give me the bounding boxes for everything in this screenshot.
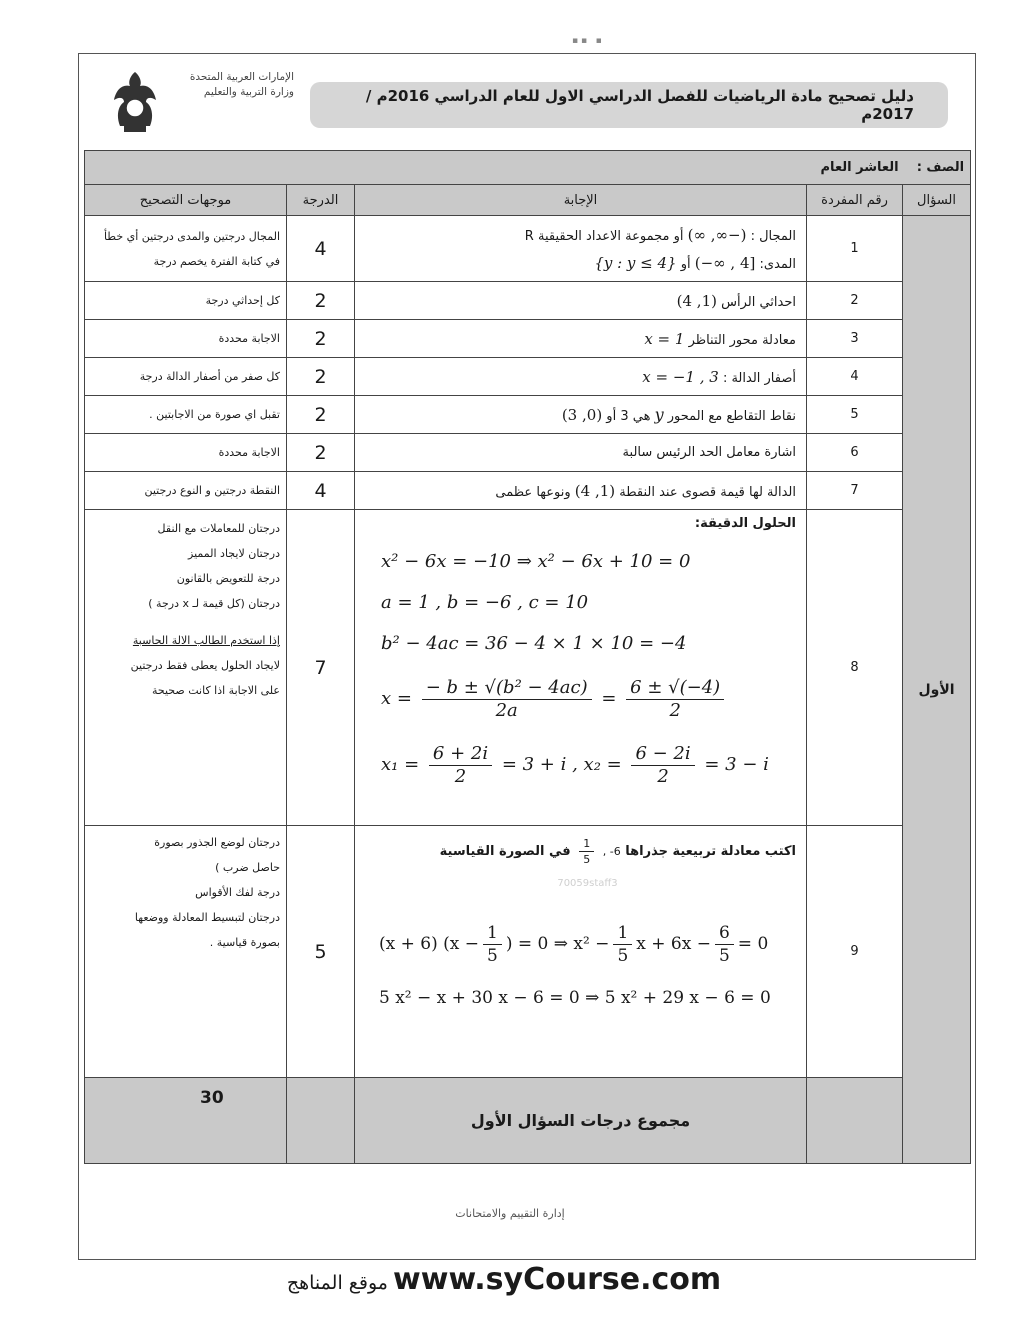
guide-line: إذا استخدم الطالب الالة الحاسبة — [132, 634, 280, 647]
answer-cell — [355, 396, 807, 434]
answer-cell — [355, 510, 807, 826]
guide-line: درجة لفك الأقواس — [195, 886, 280, 899]
guide-cell: كل إحداثي درجة — [85, 282, 287, 320]
domain-interval: (−∞, ∞) — [687, 225, 747, 244]
score-cell: 2 — [287, 320, 355, 358]
answer-text: الدالة لها قيمة قصوى عند النقطة — [615, 484, 796, 500]
total-label: مجموع درجات السؤال الأول — [470, 1111, 691, 1130]
guide-cell: المجال درجتين والمدى درجتين أي خطأ في كتابة الفترة يخصم درجة — [85, 216, 287, 282]
expand-c: x + 6x − — [636, 934, 711, 954]
col-item: رقم المفردة — [807, 185, 903, 216]
score-cell: 2 — [287, 396, 355, 434]
ministry-name — [166, 70, 294, 100]
score-cell: 4 — [287, 216, 355, 282]
x2-label: x₂ = — [583, 754, 622, 775]
x1-label: x₁ = — [381, 754, 420, 775]
page-title: دليل تصحيح مادة الرياضيات للفصل الدراسي الاول للعام الدراسي 2016م / 2017م — [365, 87, 914, 123]
expand-b: ) = 0 ⇒ x² − — [505, 934, 610, 954]
answer-text: اشارة معامل الحد الرئيس سالبة — [622, 445, 796, 460]
answer-math: (0, 3) — [561, 406, 603, 424]
range-or: أو — [676, 256, 695, 272]
watermark: 70059staff3 — [557, 878, 618, 889]
x1-denominator: 2 — [454, 765, 467, 787]
answer-text: نقاط التقاطع مع المحور — [663, 409, 796, 424]
grade-label: الصف : — [916, 160, 965, 175]
x2-result: = 3 − i — [704, 754, 769, 775]
guide-line: درجتان لتبسيط المعادلة ووضعها — [134, 911, 280, 924]
guide-cell: النقطة درجتين و النوع درجتين — [85, 472, 287, 510]
ministry-line-2: وزارة التربية والتعليم — [203, 86, 294, 98]
score-cell: 2 — [287, 282, 355, 320]
item-number: 9 — [807, 826, 903, 1078]
quad-equals: = — [601, 688, 617, 709]
x2-numerator: 6 − 2i — [631, 743, 694, 766]
table-row — [85, 434, 971, 472]
item-number: 3 — [807, 320, 903, 358]
x1-result: = 3 + i , — [501, 754, 578, 775]
scan-mark: ▪ ▪ ▪ — [572, 36, 602, 46]
score-cell: 2 — [287, 434, 355, 472]
col-score: الدرجة — [287, 185, 355, 216]
expand-line-1 — [379, 912, 796, 976]
guide-line — [91, 616, 280, 628]
header-banner — [310, 82, 948, 128]
col-answer: الإجابة — [355, 185, 807, 216]
quad-numerator: − b ± √(b² − 4ac) — [422, 677, 592, 700]
item-number: 4 — [807, 358, 903, 396]
table-row — [85, 282, 971, 320]
root-frac-num: 1 — [579, 836, 594, 852]
total-empty — [85, 1078, 287, 1164]
item-number: 1 — [807, 216, 903, 282]
score-cell: 7 — [287, 510, 355, 826]
answer-text: معادلة محور التناظر — [684, 332, 796, 348]
solution-line-1: x² − 6x = −10 ⇒ x² − 6x + 10 = 0 — [381, 551, 691, 572]
range-set: {y : y ≤ 4} — [594, 253, 677, 272]
ministry-line-1: الإمارات العربية المتحدة — [189, 71, 294, 83]
range-interval: [4 , ∞−) — [694, 253, 756, 272]
site-url[interactable]: www.syCourse.com — [393, 1262, 722, 1297]
x2-denominator: 2 — [657, 765, 669, 787]
expand-line-2: 5 x² − x + 30 x − 6 = 0 ⇒ 5 x² + 29 x − 6 = 0 — [379, 988, 771, 1008]
item-number: 2 — [807, 282, 903, 320]
expand-d: = 0 — [737, 934, 769, 954]
question-cell — [903, 216, 971, 1164]
uae-emblem-icon — [110, 68, 160, 136]
guide-line: درجة للتعويض بالقانون — [176, 572, 280, 585]
expand-frac-den: 5 — [487, 946, 498, 966]
table-row — [85, 320, 971, 358]
answer-tail: ونوعها عظمى — [495, 484, 575, 500]
guide-line: درجتان لوضع الجذور بصورة — [154, 836, 280, 849]
guide-line: على الاجابة اذا كانت صحيحة — [151, 684, 280, 697]
answer-math: x = −1 , 3 — [642, 367, 719, 386]
item-number: 7 — [807, 472, 903, 510]
total-empty-2 — [287, 1078, 355, 1164]
guide-line: درجتان للمعاملات مع النقل — [157, 522, 280, 535]
guide-line: لايجاد الحلول يعطى فقط درجتين — [130, 659, 280, 672]
table-row — [85, 358, 971, 396]
guide-cell — [85, 826, 287, 1078]
answer-text: أصفار الدالة : — [718, 370, 796, 386]
solution-heading: الحلول الدقيقة: — [694, 516, 796, 531]
quad-denominator: 2a — [495, 699, 518, 721]
expand-frac2-den: 5 — [617, 946, 629, 966]
expand-a: (x + 6) (x − — [379, 934, 479, 954]
score-cell: 5 — [287, 826, 355, 1078]
site-arabic: موقع المناهج — [286, 1272, 388, 1294]
answer-text: احداثي الرأس — [716, 294, 796, 310]
answer-cell — [355, 282, 807, 320]
guide-line: درجتان لايجاد المميز — [188, 547, 280, 560]
domain-alt: أو مجموعة الاعداد الحقيقية R — [524, 228, 688, 244]
answer-mid: هي 3 أو — [602, 409, 655, 424]
axis-var: y — [654, 405, 664, 424]
answer-cell — [355, 472, 807, 510]
answer-math: (1, 4) — [574, 481, 616, 500]
item-number: 8 — [807, 510, 903, 826]
guide-cell: الاجابة محددة — [85, 320, 287, 358]
solution-line-2: a = 1 , b = −6 , c = 10 — [381, 592, 589, 613]
solution-line-3: b² − 4ac = 36 − 4 × 1 × 10 = −4 — [381, 633, 687, 654]
grade-value: العاشر العام — [820, 160, 899, 175]
expand-frac3-num: 6 — [715, 922, 734, 945]
score-cell: 2 — [287, 358, 355, 396]
range-label: المدى: — [755, 256, 796, 272]
answer-cell — [355, 216, 807, 282]
prompt-tail: في الصورة القياسية — [439, 844, 571, 859]
guide-cell — [85, 510, 287, 826]
total-value: 30 — [200, 1088, 224, 1108]
guide-cell: الاجابة محددة — [85, 434, 287, 472]
answer-cell — [355, 434, 807, 472]
score-cell: 4 — [287, 472, 355, 510]
item-number: 6 — [807, 434, 903, 472]
total-empty-3 — [807, 1078, 903, 1164]
grade-row — [85, 151, 971, 185]
prompt-text: اكتب معادلة تربيعية جذراها — [625, 844, 796, 859]
table-row — [85, 510, 971, 826]
domain-label: المجال : — [746, 228, 796, 244]
quad-lhs: x = — [381, 688, 412, 709]
department-footer: إدارة التقييم والامتحانات — [455, 1207, 565, 1220]
col-guide: موجهات التصحيح — [85, 185, 287, 216]
answer-math: x = 1 — [644, 329, 685, 348]
question-name: الأول — [918, 681, 955, 698]
answer-cell — [355, 320, 807, 358]
col-question: السؤال — [903, 185, 971, 216]
guide-line: بصورة قياسية . — [209, 936, 280, 949]
solution-line-4 — [381, 666, 796, 732]
quad-denominator-2: 2 — [669, 699, 681, 721]
answer-cell — [355, 826, 807, 1078]
guide-cell: تقبل اي صورة من الاجابتين . — [85, 396, 287, 434]
root-frac-den: 5 — [583, 853, 591, 866]
site-footer — [220, 1262, 780, 1297]
table-row — [85, 216, 971, 282]
quad-numerator-2: 6 ± √(−4) — [626, 677, 724, 700]
item-number: 5 — [807, 396, 903, 434]
expand-frac3-den: 5 — [718, 946, 730, 966]
table-row — [85, 472, 971, 510]
guide-cell: كل صفر من أصفار الدالة درجة — [85, 358, 287, 396]
guide-line: حاصل ضرب ) — [215, 861, 280, 874]
question-prompt — [379, 832, 796, 878]
answer-table — [84, 150, 971, 1164]
x1-numerator: 6 + 2i — [429, 743, 492, 766]
answer-cell — [355, 358, 807, 396]
expand-frac-num: 1 — [483, 922, 502, 945]
answer-math: (1, 4) — [676, 291, 717, 310]
total-label-cell — [355, 1078, 807, 1164]
prompt-roots: 6- , — [602, 845, 621, 858]
table-row — [85, 826, 971, 1078]
guide-line: درجتان (كل قيمة لـ x درجة ) — [148, 597, 280, 610]
solution-line-5 — [381, 732, 796, 798]
expand-frac2-num: 1 — [613, 922, 632, 945]
table-row — [85, 396, 971, 434]
